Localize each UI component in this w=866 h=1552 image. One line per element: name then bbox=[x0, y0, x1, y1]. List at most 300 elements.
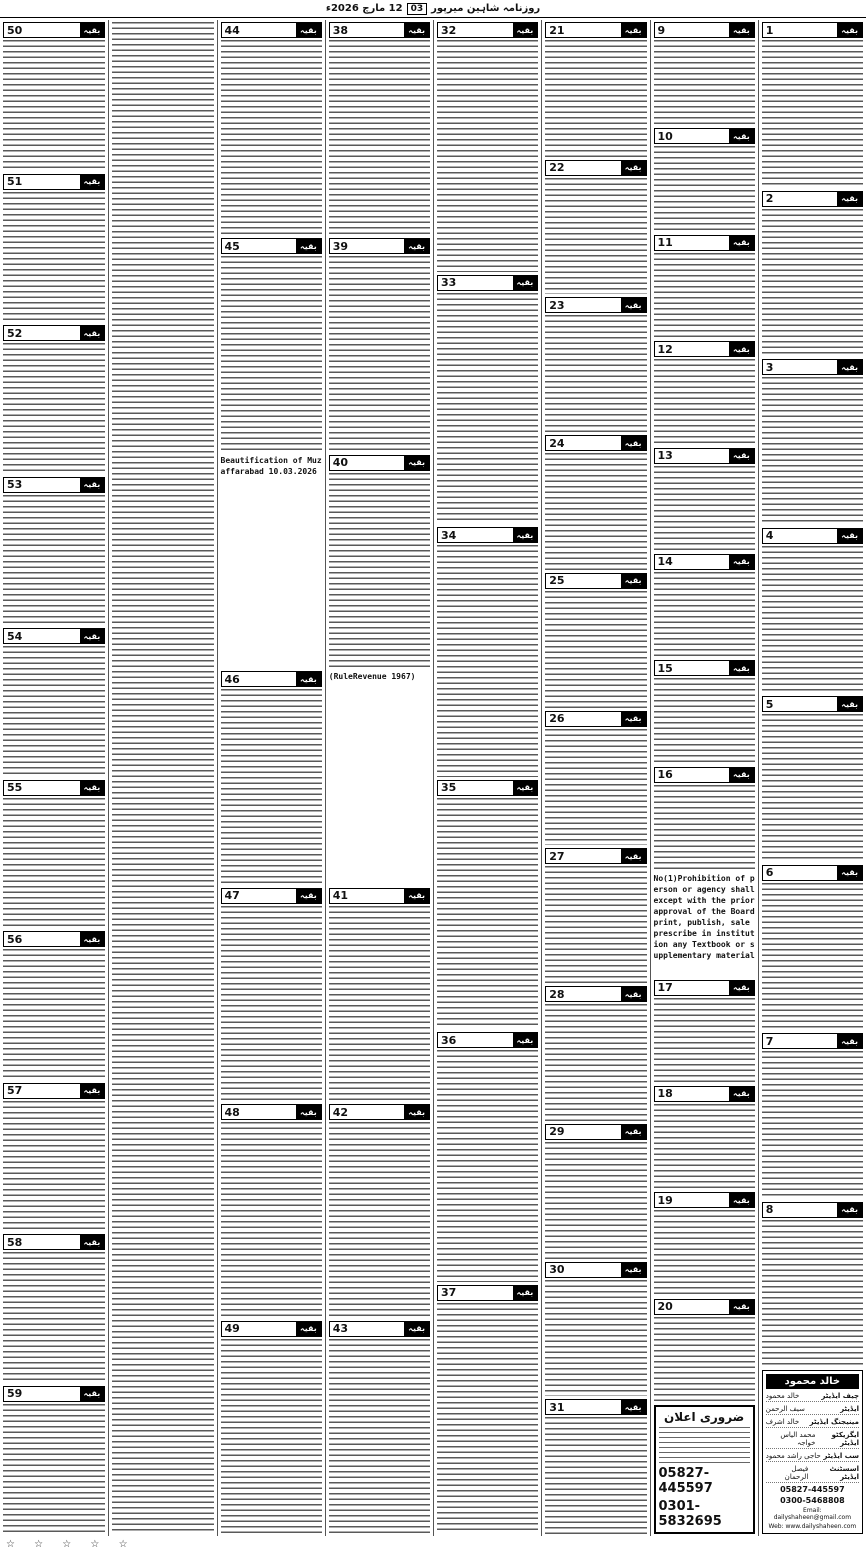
continuation-block bbox=[221, 238, 322, 451]
continuation-label: بقیہ bbox=[837, 1034, 862, 1048]
article-text bbox=[329, 906, 430, 1101]
continuation-tag bbox=[762, 865, 863, 881]
continuation-tag bbox=[221, 671, 322, 687]
continuation-tag bbox=[221, 1104, 322, 1120]
english-text: Beautification of Muzaffarabad 10.03.2026 bbox=[220, 455, 322, 476]
article-text bbox=[654, 785, 755, 870]
continuation-number: 45 bbox=[224, 239, 240, 253]
article-text bbox=[221, 1122, 322, 1317]
column-5 bbox=[325, 20, 433, 1536]
continuation-tag bbox=[3, 174, 105, 190]
article-text bbox=[654, 1104, 755, 1189]
footer-decoration: ☆ ☆ ☆ ☆ ☆ bbox=[6, 1539, 136, 1550]
article-text bbox=[654, 998, 755, 1083]
continuation-number: 4 bbox=[765, 529, 774, 542]
continuation-number: 39 bbox=[332, 239, 349, 253]
continuation-number: 12 bbox=[657, 342, 673, 356]
column-6 bbox=[217, 20, 325, 1536]
continuation-number: 3 bbox=[765, 360, 774, 374]
continuation-block bbox=[545, 297, 646, 432]
article-text bbox=[762, 1220, 863, 1368]
continuation-label: بقیہ bbox=[621, 987, 646, 1001]
continuation-label: بقیہ bbox=[621, 1400, 646, 1414]
continuation-block bbox=[545, 1124, 646, 1259]
continuation-number: 56 bbox=[7, 932, 23, 946]
continuation-label: بقیہ bbox=[404, 1322, 429, 1336]
continuation-number: 54 bbox=[7, 629, 23, 643]
continuation-block bbox=[221, 1104, 322, 1317]
continuation-number: 40 bbox=[332, 456, 349, 470]
continuation-block bbox=[221, 1321, 322, 1534]
continuation-label: بقیہ bbox=[296, 672, 321, 686]
continuation-block bbox=[654, 767, 755, 870]
continuation-label: بقیہ bbox=[729, 981, 754, 995]
article-text bbox=[654, 466, 755, 551]
article-text bbox=[654, 359, 755, 444]
continuation-block bbox=[654, 1086, 755, 1189]
article-text bbox=[762, 1051, 863, 1199]
article-text bbox=[654, 253, 755, 338]
continuation-label: بقیہ bbox=[513, 528, 538, 542]
article-text bbox=[654, 678, 755, 763]
continuation-number: 19 bbox=[657, 1193, 673, 1207]
continuation-label: بقیہ bbox=[80, 1387, 105, 1401]
article-text bbox=[545, 729, 646, 846]
continuation-block bbox=[3, 628, 105, 777]
continuation-label: بقیہ bbox=[729, 1193, 754, 1207]
continuation-label: بقیہ bbox=[621, 298, 646, 312]
article-text bbox=[654, 146, 755, 231]
continuation-block bbox=[654, 448, 755, 551]
continuation-tag bbox=[221, 888, 322, 904]
article-text bbox=[545, 1280, 646, 1397]
article-text bbox=[762, 883, 863, 1031]
continuation-tag bbox=[545, 435, 646, 451]
continuation-tag bbox=[762, 696, 863, 712]
imprint-phone-2: 0300-5468808 bbox=[780, 1496, 845, 1505]
staff-role: مینیجنگ ایڈیٹر bbox=[809, 1418, 859, 1426]
staff-role: سب ایڈیٹر bbox=[823, 1452, 859, 1460]
continuation-label: بقیہ bbox=[837, 529, 862, 543]
article-text bbox=[221, 256, 322, 451]
continuation-block bbox=[437, 1285, 538, 1535]
page-number: 03 bbox=[407, 3, 428, 15]
continuation-number: 17 bbox=[657, 981, 673, 995]
article-text bbox=[545, 866, 646, 983]
continuation-label: بقیہ bbox=[729, 23, 754, 37]
continuation-number: 15 bbox=[657, 661, 673, 675]
continuation-number: 33 bbox=[441, 276, 457, 289]
continuation-tag bbox=[545, 297, 646, 313]
continuation-tag bbox=[3, 780, 105, 796]
continuation-tag bbox=[437, 1032, 538, 1048]
continuation-label: بقیہ bbox=[80, 781, 105, 795]
continuation-tag bbox=[654, 341, 755, 357]
continuation-block bbox=[545, 435, 646, 570]
continuation-number: 5 bbox=[765, 697, 774, 711]
continuation-number: 55 bbox=[7, 781, 23, 794]
continuation-label: بقیہ bbox=[513, 276, 538, 290]
continuation-block bbox=[437, 1032, 538, 1282]
continuation-block bbox=[545, 1262, 646, 1397]
continuation-block bbox=[437, 275, 538, 525]
article-text bbox=[654, 1210, 755, 1295]
continuation-label: بقیہ bbox=[296, 23, 321, 37]
continuation-tag bbox=[545, 160, 646, 176]
column-4 bbox=[433, 20, 541, 1536]
continuation-label: بقیہ bbox=[80, 23, 105, 37]
staff-role: ایگزیکٹو ایڈیٹر bbox=[831, 1431, 859, 1447]
english-text: No(1)Prohibition of person or agency shall except with the prior approval of the Board print, publish, sale prescribe in institution any Textbook or supplementary material bbox=[653, 874, 755, 961]
staff-row bbox=[766, 1451, 859, 1462]
article-text bbox=[329, 1339, 430, 1534]
continuation-number: 1 bbox=[765, 23, 774, 37]
article-text bbox=[329, 40, 430, 235]
continuation-label: بقیہ bbox=[837, 1203, 862, 1217]
continuation-block bbox=[329, 22, 430, 235]
continuation-tag bbox=[545, 1262, 646, 1278]
continuation-label: بقیہ bbox=[837, 192, 862, 206]
article-text bbox=[3, 343, 105, 474]
continuation-block bbox=[545, 848, 646, 983]
continuation-number: 6 bbox=[765, 866, 774, 879]
column-1 bbox=[758, 20, 866, 1536]
continuation-block bbox=[762, 696, 863, 862]
continuation-label: بقیہ bbox=[404, 889, 429, 903]
continuation-label: بقیہ bbox=[296, 1322, 321, 1336]
article-text bbox=[3, 40, 105, 171]
continuation-tag bbox=[545, 986, 646, 1002]
continuation-number: 31 bbox=[549, 1400, 565, 1414]
continuation-block bbox=[329, 1321, 430, 1534]
continuation-tag bbox=[221, 1321, 322, 1337]
continuation-number: 57 bbox=[7, 1084, 23, 1097]
continuation-block bbox=[329, 888, 430, 1101]
continuation-label: بقیہ bbox=[513, 1033, 538, 1047]
staff-role: اسسٹنٹ ایڈیٹر bbox=[829, 1465, 859, 1481]
continuation-number: 22 bbox=[549, 161, 565, 175]
issue-date: 12 مارچ 2026ء bbox=[325, 3, 403, 14]
continuation-label: بقیہ bbox=[729, 236, 754, 250]
article-text bbox=[762, 377, 863, 525]
continuation-label: بقیہ bbox=[80, 326, 105, 340]
chief-editor-banner: خالد محمود bbox=[766, 1374, 859, 1389]
column-3 bbox=[541, 20, 649, 1536]
continuation-number: 26 bbox=[549, 712, 565, 726]
continuation-label: بقیہ bbox=[404, 456, 429, 470]
continuation-label: بقیہ bbox=[513, 23, 538, 37]
continuation-block bbox=[762, 22, 863, 188]
continuation-tag bbox=[545, 711, 646, 727]
continuation-number: 38 bbox=[332, 23, 349, 37]
continuation-label: بقیہ bbox=[729, 661, 754, 675]
continuation-tag bbox=[437, 22, 538, 38]
continuation-tag bbox=[3, 1083, 105, 1099]
continuation-label: بقیہ bbox=[513, 781, 538, 795]
continuation-tag bbox=[329, 888, 430, 904]
article-text bbox=[329, 1122, 430, 1317]
continuation-tag bbox=[654, 1192, 755, 1208]
continuation-label: بقیہ bbox=[729, 555, 754, 569]
continuation-tag bbox=[762, 1202, 863, 1218]
continuation-number: 53 bbox=[7, 478, 23, 491]
notice-title: ضروری اعلان bbox=[663, 1410, 745, 1425]
continuation-label: بقیہ bbox=[837, 23, 862, 37]
continuation-label: بقیہ bbox=[837, 697, 862, 711]
article-text bbox=[3, 495, 105, 626]
continuation-label: بقیہ bbox=[80, 1235, 105, 1249]
continuation-number: 9 bbox=[657, 23, 666, 37]
continuation-block bbox=[3, 1386, 105, 1535]
continuation-tag bbox=[654, 128, 755, 144]
continuation-block bbox=[654, 235, 755, 338]
continuation-number: 52 bbox=[7, 326, 23, 340]
continuation-label: بقیہ bbox=[296, 889, 321, 903]
continuation-tag bbox=[3, 1234, 105, 1250]
continuation-block bbox=[654, 341, 755, 444]
continuation-block bbox=[3, 477, 105, 626]
continuation-block bbox=[545, 711, 646, 846]
article-text bbox=[329, 256, 430, 451]
continuation-label: بقیہ bbox=[729, 129, 754, 143]
notice-body bbox=[659, 1427, 750, 1463]
continuation-label: بقیہ bbox=[729, 449, 754, 463]
continuation-tag bbox=[329, 1104, 430, 1120]
staff-role: ایڈیٹر bbox=[840, 1405, 859, 1413]
staff-name: حاجی راشد محمود bbox=[765, 1452, 821, 1460]
continuation-number: 46 bbox=[224, 672, 240, 686]
continuation-label: بقیہ bbox=[296, 1105, 321, 1119]
continuation-number: 41 bbox=[332, 889, 349, 903]
continuation-block bbox=[654, 22, 755, 125]
continuation-label: بقیہ bbox=[837, 360, 862, 374]
imprint-web: Web: www.dailyshaheen.com bbox=[768, 1523, 857, 1530]
article-text bbox=[3, 646, 105, 777]
continuation-block bbox=[3, 22, 105, 171]
continuation-number: 49 bbox=[224, 1322, 240, 1336]
continuation-tag bbox=[654, 448, 755, 464]
staff-row bbox=[766, 1391, 859, 1402]
article-text bbox=[221, 689, 322, 884]
continuation-tag bbox=[437, 527, 538, 543]
continuation-label: بقیہ bbox=[621, 1125, 646, 1139]
continuation-label: بقیہ bbox=[621, 161, 646, 175]
continuation-number: 34 bbox=[441, 528, 457, 542]
continuation-block bbox=[437, 22, 538, 272]
continuation-block bbox=[762, 528, 863, 694]
article-text bbox=[437, 1303, 538, 1535]
news-columns bbox=[0, 20, 866, 1536]
imprint-phone-1: 05827-445597 bbox=[780, 1485, 845, 1494]
continuation-number: 14 bbox=[657, 555, 673, 569]
continuation-tag bbox=[654, 22, 755, 38]
article-text bbox=[545, 1142, 646, 1259]
continuation-label: بقیہ bbox=[404, 23, 429, 37]
continuation-tag bbox=[762, 191, 863, 207]
continuation-tag bbox=[3, 325, 105, 341]
continuation-block bbox=[3, 1083, 105, 1232]
continuation-label: بقیہ bbox=[404, 239, 429, 253]
continuation-tag bbox=[3, 22, 105, 38]
continuation-block bbox=[329, 1104, 430, 1317]
staff-row bbox=[766, 1417, 859, 1428]
continuation-label: بقیہ bbox=[80, 175, 105, 189]
article-text bbox=[437, 1050, 538, 1282]
continuation-tag bbox=[329, 455, 430, 471]
continuation-block bbox=[762, 1033, 863, 1199]
continuation-tag bbox=[545, 1399, 646, 1415]
continuation-block bbox=[3, 325, 105, 474]
article-text bbox=[545, 1417, 646, 1534]
continuation-block bbox=[3, 1234, 105, 1383]
continuation-block bbox=[762, 865, 863, 1031]
continuation-number: 29 bbox=[549, 1125, 565, 1139]
staff-row bbox=[766, 1404, 859, 1415]
continuation-block bbox=[762, 191, 863, 357]
continuation-number: 18 bbox=[657, 1087, 673, 1101]
article-text bbox=[437, 545, 538, 777]
continuation-label: بقیہ bbox=[80, 932, 105, 946]
article-text bbox=[545, 1004, 646, 1121]
imprint-box bbox=[762, 1370, 863, 1534]
continuation-tag bbox=[762, 359, 863, 375]
article-text bbox=[3, 949, 105, 1080]
continuation-label: بقیہ bbox=[729, 342, 754, 356]
continuation-label: بقیہ bbox=[80, 629, 105, 643]
continuation-block bbox=[221, 22, 322, 235]
continuation-block bbox=[329, 238, 430, 451]
continuation-block bbox=[545, 22, 646, 157]
continuation-tag bbox=[654, 235, 755, 251]
continuation-block bbox=[545, 1399, 646, 1534]
continuation-label: بقیہ bbox=[837, 866, 862, 880]
staff-role: چیف ایڈیٹر bbox=[821, 1392, 859, 1400]
continuation-number: 13 bbox=[657, 449, 673, 463]
article-text bbox=[437, 798, 538, 1030]
article-text bbox=[545, 453, 646, 570]
continuation-tag bbox=[545, 22, 646, 38]
article-text bbox=[545, 40, 646, 157]
notice-phone-2: 0301-5832695 bbox=[658, 1499, 722, 1530]
continuation-label: بقیہ bbox=[80, 478, 105, 492]
continuation-tag bbox=[654, 554, 755, 570]
continuation-tag bbox=[654, 1086, 755, 1102]
continuation-number: 44 bbox=[224, 23, 240, 37]
continuation-label: بقیہ bbox=[513, 1286, 538, 1300]
imprint-email: Email: dailyshaheen@gmail.com bbox=[773, 1507, 852, 1521]
continuation-number: 36 bbox=[441, 1033, 457, 1047]
continuation-tag bbox=[221, 22, 322, 38]
continuation-tag bbox=[437, 780, 538, 796]
continuation-block bbox=[545, 160, 646, 295]
continuation-tag bbox=[762, 528, 863, 544]
continuation-tag bbox=[545, 573, 646, 589]
continuation-tag bbox=[3, 477, 105, 493]
continuation-tag bbox=[437, 1285, 538, 1301]
article-text bbox=[329, 473, 430, 668]
article-text bbox=[221, 906, 322, 1101]
continuation-block bbox=[221, 888, 322, 1101]
continuation-tag bbox=[654, 767, 755, 783]
notice-phone-1: 05827-445597 bbox=[658, 1466, 713, 1497]
important-notice bbox=[654, 1405, 755, 1534]
continuation-block bbox=[545, 986, 646, 1121]
continuation-block bbox=[654, 1192, 755, 1295]
continuation-label: بقیہ bbox=[729, 1300, 754, 1314]
continuation-label: بقیہ bbox=[729, 768, 754, 782]
continuation-block bbox=[654, 980, 755, 1083]
continuation-number: 10 bbox=[657, 129, 673, 143]
column-8 bbox=[0, 20, 108, 1536]
article-text bbox=[654, 1317, 755, 1402]
continuation-tag bbox=[3, 628, 105, 644]
article-text bbox=[654, 40, 755, 125]
masthead bbox=[0, 0, 866, 18]
continuation-block bbox=[762, 359, 863, 525]
continuation-number: 48 bbox=[224, 1105, 240, 1119]
continuation-tag bbox=[654, 980, 755, 996]
article-text bbox=[3, 1101, 105, 1232]
article-text bbox=[762, 546, 863, 694]
continuation-number: 16 bbox=[657, 768, 673, 782]
continuation-tag bbox=[329, 238, 430, 254]
article-text bbox=[437, 293, 538, 525]
continuation-number: 30 bbox=[549, 1263, 565, 1277]
article-text bbox=[221, 1339, 322, 1534]
continuation-label: بقیہ bbox=[621, 712, 646, 726]
continuation-block bbox=[3, 174, 105, 323]
continuation-label: بقیہ bbox=[621, 436, 646, 450]
staff-name: سیف الرحمن bbox=[765, 1405, 805, 1413]
continuation-block bbox=[437, 780, 538, 1030]
continuation-number: 7 bbox=[765, 1034, 774, 1048]
continuation-tag bbox=[654, 660, 755, 676]
continuation-label: بقیہ bbox=[296, 239, 321, 253]
article-text bbox=[3, 1404, 105, 1535]
continuation-number: 24 bbox=[549, 436, 565, 450]
staff-row bbox=[766, 1464, 859, 1483]
continuation-tag bbox=[221, 238, 322, 254]
article-text bbox=[762, 714, 863, 862]
article-text bbox=[762, 209, 863, 357]
article-text bbox=[545, 178, 646, 295]
continuation-label: بقیہ bbox=[80, 1084, 105, 1098]
continuation-block bbox=[654, 128, 755, 231]
continuation-tag bbox=[762, 1033, 863, 1049]
continuation-tag bbox=[3, 1386, 105, 1402]
article-text bbox=[3, 192, 105, 323]
article-text bbox=[545, 591, 646, 708]
continuation-label: بقیہ bbox=[621, 1263, 646, 1277]
continuation-number: 43 bbox=[332, 1322, 349, 1336]
continuation-number: 42 bbox=[332, 1105, 349, 1119]
continuation-block bbox=[545, 573, 646, 708]
continuation-block bbox=[3, 780, 105, 929]
article-text bbox=[437, 40, 538, 272]
continuation-label: بقیہ bbox=[621, 23, 646, 37]
staff-name: خالد محمود bbox=[765, 1392, 800, 1400]
article-text bbox=[3, 798, 105, 929]
continuation-label: بقیہ bbox=[729, 1087, 754, 1101]
continuation-number: 2 bbox=[765, 192, 774, 205]
continuation-tag bbox=[437, 275, 538, 291]
continuation-block bbox=[437, 527, 538, 777]
continuation-number: 25 bbox=[549, 574, 565, 588]
continuation-tag bbox=[545, 848, 646, 864]
continuation-block bbox=[221, 671, 322, 884]
continuation-number: 8 bbox=[765, 1203, 774, 1216]
continuation-tag bbox=[329, 22, 430, 38]
